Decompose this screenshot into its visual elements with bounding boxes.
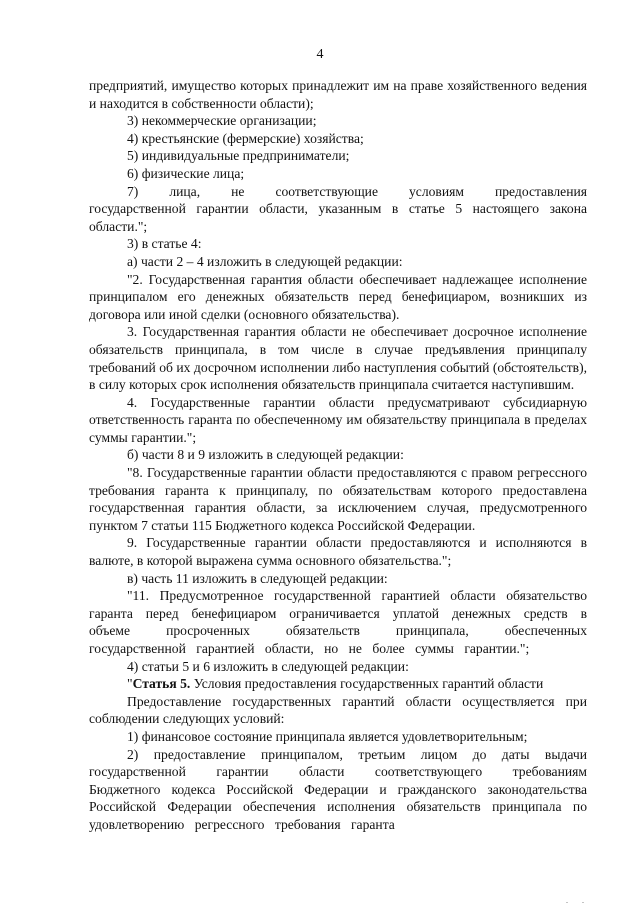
body-paragraph: 4) статьи 5 и 6 изложить в следующей редакции: [127,658,409,674]
body-paragraph [89,675,587,693]
body-paragraph: а) части 2 – 4 изложить в следующей редакции: [127,253,403,269]
article-title: Условия предоставления государственных гарантий области [190,676,544,692]
body-paragraph: 3) некоммерческие организации; [127,113,317,129]
body-paragraph: 1) финансовое состояние принципала является удовлетворительным; [127,728,528,744]
body-paragraph: 7) лица, не соответствующие условиям предоставления государственной гарантии области, указанным в статье 5 настоящего закона области."; [89,183,587,234]
body-paragraph: 6) физические лица; [127,165,245,181]
corner-mark: . . [566,896,590,905]
body-paragraph: 9. Государственные гарантии области предоставляются и исполняются в валюте, в которой выражена сумма основного обязательства."; [89,535,587,569]
body-paragraph: "8. Государственные гарантии области предоставляются с правом регрессного требования гаранта к принципалу, по обязательствам которого предоставлена государственная гарантия области, за исключением случая, предусмотренного пунктом 7 статьи 115 Бюджетного кодекса Российской Федерации. [89,465,587,533]
document-body [89,77,587,834]
quote-mark: " [127,676,133,692]
body-paragraph: Предоставление государственных гарантий области осуществляется при соблюдении следующих условий: [89,693,587,727]
page-number: 4 [316,47,324,62]
article-heading: Статья 5. [132,676,191,692]
body-paragraph: 5) индивидуальные предприниматели; [127,148,350,164]
body-paragraph: б) части 8 и 9 изложить в следующей редакции: [127,447,404,463]
body-paragraph: 4. Государственные гарантии области предусматривают субсидиарную ответственность гаранта по обеспеченному им обязательству принципала в пределах суммы гарантии."; [89,394,587,445]
body-paragraph: 4) крестьянские (фермерские) хозяйства; [127,130,364,146]
body-paragraph: в) часть 11 изложить в следующей редакции: [127,570,388,586]
body-paragraph: 2) предоставление принципалом, третьим лицом до даты выдачи государственной гарантии области соответствующего требованиям Бюджетного кодекса Российской Федерации и гражданского законодательства Российской Федерации обеспечения исполнения обязательств принципала по удовлетворению регрессного требования гаранта [89,746,587,832]
body-paragraph: 3) в статье 4: [127,236,202,252]
body-paragraph: "2. Государственная гарантия области обеспечивает надлежащее исполнение принципалом его денежных обязательств перед бенефициаром, возникших из договора или иной сделки (основного обязательства). [89,271,587,322]
body-paragraph: "11. Предусмотренное государственной гарантией области обязательство гаранта перед бенефициаром ограничивается уплатой денежных средств в объеме просроченных обязательств принципала, обеспеченных государственной гарантией области, но не более суммы гарантии."; [89,588,587,656]
body-paragraph: 3. Государственная гарантия области не обеспечивает досрочное исполнение обязательств принципала, в том числе в случае предъявления принципалу требований об их досрочном исполнении либо наступления событий (обстоятельств), в силу которых срок исполнения обязательств принципала считается наступившим. [89,324,587,393]
body-paragraph: предприятий, имущество которых принадлежит им на праве хозяйственного ведения и находится в собственности области); [89,78,587,111]
